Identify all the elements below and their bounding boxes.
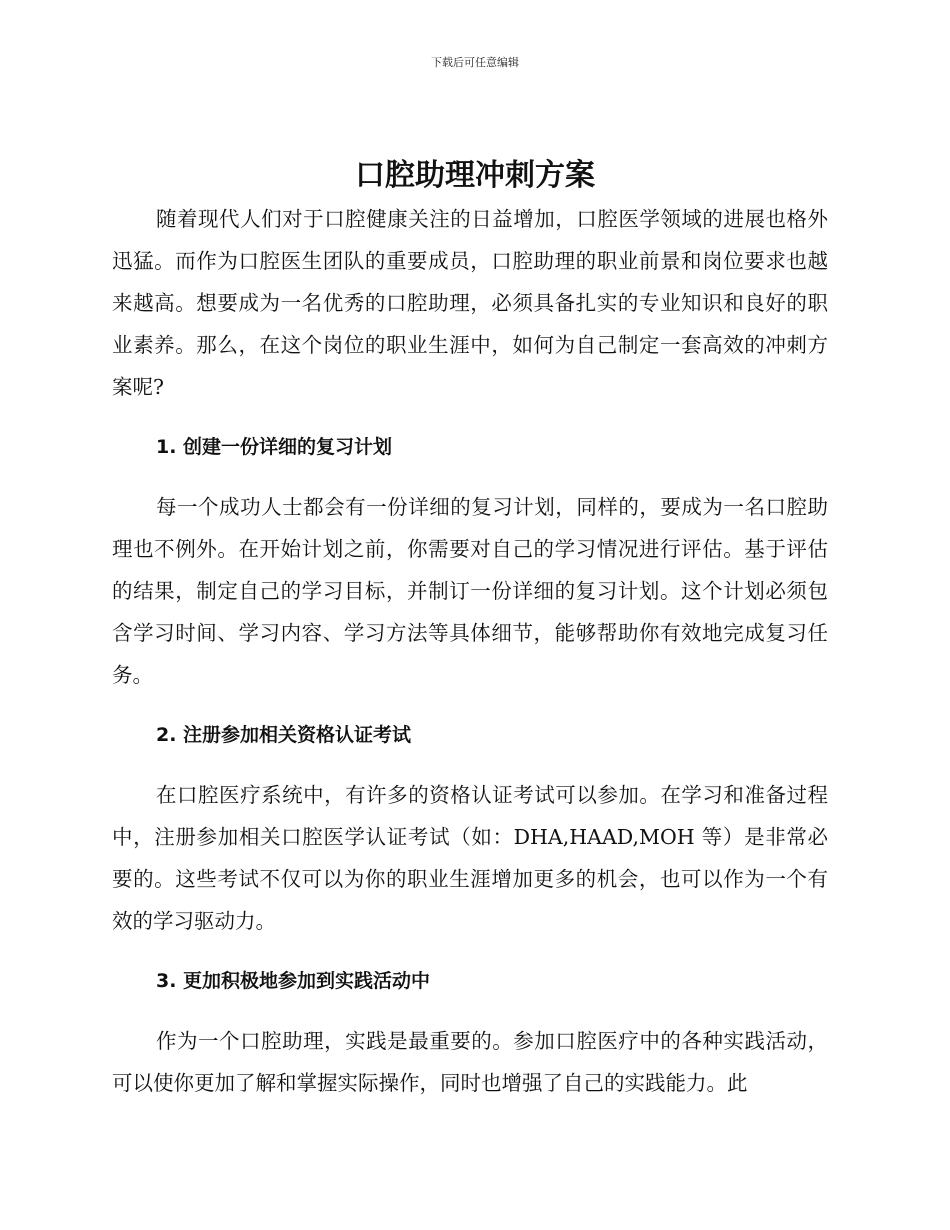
section-paragraph: 作为一个口腔助理，实践是最重要的。参加口腔医疗中的各种实践活动，可以使你更加了解和掌握实际操作，同时也增强了自己的实践能力。此 (112, 1029, 828, 1095)
section-paragraph: 在口腔医疗系统中，有许多的资格认证考试可以参加。在学习和准备过程中，注册参加相关口腔医学认证考试（如：DHA,HAAD,MOH 等）是非常必要的。这些考试不仅可以为你的职业生涯增加更多的机会，也可以作为一个有效的学习驱动力。 (112, 783, 828, 933)
document-title: 口腔助理冲刺方案 (355, 158, 595, 193)
intro-paragraph: 随着现代人们对于口腔健康关注的日益增加，口腔医学领域的进展也格外迅猛。而作为口腔医生团队的重要成员，口腔助理的职业前景和岗位要求也越来越高。想要成为一名优秀的口腔助理，必须具备扎实的专业知识和良好的职业素养。那么，在这个岗位的职业生涯中，如何为自己制定一套高效的冲刺方案呢? (112, 207, 828, 399)
header-note: 下载后可任意编辑 (431, 56, 519, 69)
section-heading: 2. 注册参加相关资格认证考试 (156, 724, 412, 746)
section-3 (112, 966, 828, 1104)
section-1 (112, 432, 828, 696)
section-heading: 1. 创建一份详细的复习计划 (156, 436, 393, 458)
document-body (112, 198, 828, 1104)
section-2 (112, 720, 828, 942)
section-heading: 3. 更加积极地参加到实践活动中 (156, 970, 431, 992)
section-paragraph: 每一个成功人士都会有一份详细的复习计划，同样的，要成为一名口腔助理也不例外。在开始计划之前，你需要对自己的学习情况进行评估。基于评估的结果，制定自己的学习目标，并制订一份详细的复习计划。这个计划必须包含学习时间、学习内容、学习方法等具体细节，能够帮助你有效地完成复习任务。 (112, 495, 828, 687)
